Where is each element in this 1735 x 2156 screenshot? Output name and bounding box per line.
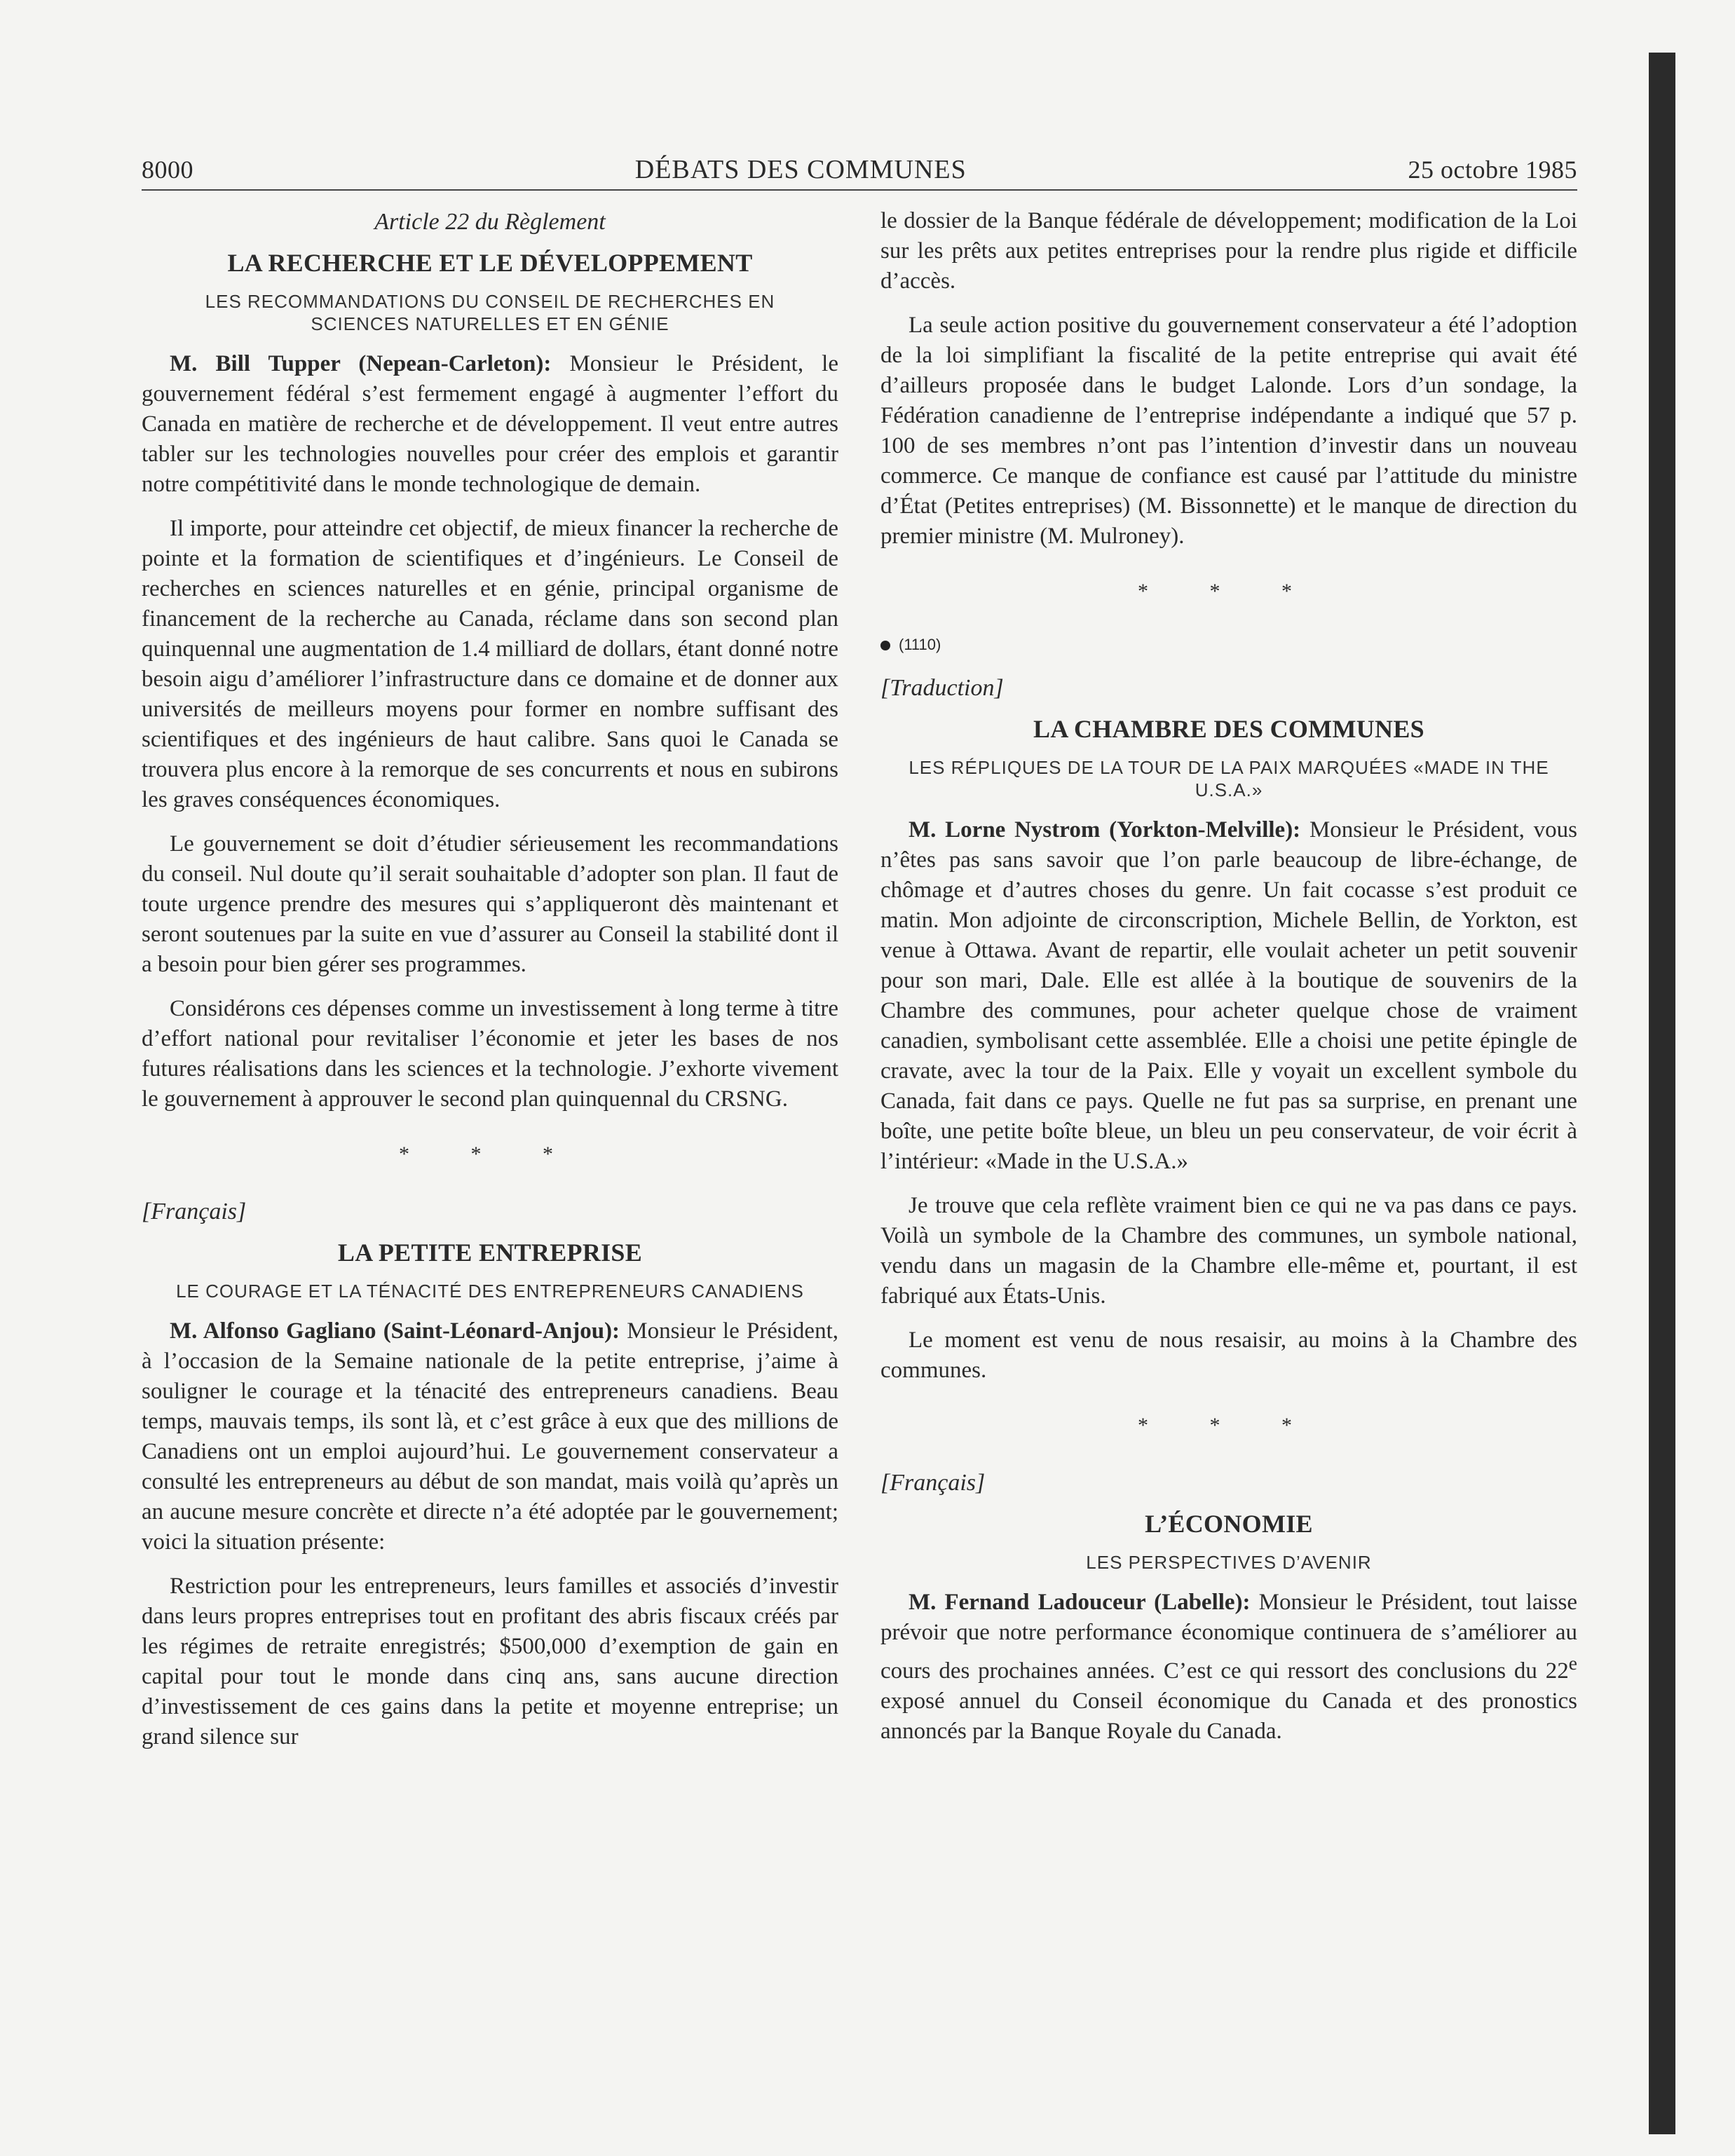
- scan-edge: [1649, 53, 1675, 2134]
- section-heading: LA CHAMBRE DES COMMUNES: [1033, 715, 1424, 743]
- paragraph: M. Alfonso Gagliano (Saint-Léonard-Anjou): Monsieur le Président, à l’occasion de la Semaine nationale de la petite entreprise, j’aime à souligner le courage et la ténacité des entrepreneurs canadiens. Beau temps, mauvais temps, ils sont là, et c’est grâce à eux que des millions de Canadiens ont un emploi aujourd’hui. Le gouvernement conservateur a consulté les entrepreneurs au début de son mandat, mais voilà qu’après un an aucune mesure concrète et directe n’a été adoptée par le gouvernement; voici la situation présente:: [142, 1318, 838, 1555]
- language-tag: [Français]: [880, 1470, 986, 1496]
- page-header: [142, 154, 1577, 191]
- paragraph: Il importe, pour atteindre cet objectif, de mieux financer la recherche de pointe et la formation de scientifiques et d’ingénieurs. Le Conseil de recherches en sciences naturelles et en génie, principal organisme de financement de la recherche au Canada, réclame dans son second plan quinquennal une augmentation de 1.4 milliard de dollars, étant donné notre besoin aigu d’améliorer l’infrastructure dans ce domaine et de donner aux universités de meilleurs moyens pour former en nombre suffisant des scientifiques et des ingénieurs de haut calibre. Sans quoi le Canada se trouvera plus encore à la remorque de ses concurrents et nous en subirons les graves conséquences économiques.: [142, 516, 838, 812]
- time-stamp: (1110): [880, 636, 1577, 654]
- section-heading: LA PETITE ENTREPRISE: [337, 1239, 643, 1267]
- speaker-name: M. Bill Tupper (Nepean-Carleton):: [170, 351, 552, 376]
- right-column: [880, 206, 1577, 1766]
- paragraph: Restriction pour les entrepreneurs, leurs familles et associés d’investir dans leurs propres entreprises tout en profitant des abris fiscaux créés par les régimes de retraite enregistrés; $500,000 d’exemption de gain en capital pour tout le monde dans cinq ans, sans aucune direction d’investissement de ces gains dans la petite et moyenne entreprise; un grand silence sur: [142, 1574, 838, 1749]
- document-page: [142, 154, 1577, 1766]
- section-heading: L’ÉCONOMIE: [1145, 1510, 1313, 1538]
- paragraph: La seule action positive du gouvernement conservateur a été l’adoption de la loi simplifiant la fiscalité de la petite entreprise qui avait été d’ailleurs proposée dans le budget Lalonde. Lors d’un sondage, la Fédération canadienne de l’entreprise indépendante a indiqué que 57 p. 100 de ses membres n’ont pas l’intention d’investir dans un nouveau commerce. Ce manque de confiance est causé par l’attitude du ministre d’État (Petites entreprises) (M. Bissonnette) et le manque de direction du premier ministre (M. Mulroney).: [880, 313, 1577, 549]
- paragraph: Considérons ces dépenses comme un investissement à long terme à titre d’effort national pour revitaliser l’économie et jeter les bases de nos futures réalisations dans les sciences et la technologie. J’exhorte vivement le gouvernement à approuver le second plan quinquennal du CRSNG.: [142, 996, 838, 1112]
- section-subheading: LES PERSPECTIVES D’AVENIR: [1086, 1552, 1372, 1573]
- section-subheading: LES RÉPLIQUES DE LA TOUR DE LA PAIX MARQUÉES «MADE IN THE U.S.A.»: [909, 757, 1549, 800]
- section-subheading: LES RECOMMANDATIONS DU CONSEIL DE RECHERCHES EN SCIENCES NATURELLES ET EN GÉNIE: [205, 291, 775, 334]
- left-column: [142, 206, 838, 1766]
- language-tag: [Traduction]: [880, 675, 1004, 701]
- section-heading: LA RECHERCHE ET LE DÉVELOPPEMENT: [227, 249, 753, 277]
- section-separator: * * *: [1138, 1414, 1320, 1437]
- publication-title: DÉBATS DES COMMUNES: [634, 155, 967, 184]
- paragraph: Le gouvernement se doit d’étudier sérieusement les recommandations du conseil. Nul doute qu’il serait souhaitable d’adopter son plan. Il faut de toute urgence prendre des mesures qui s’appliqueront dès maintenant et seront soutenues par la suite en vue d’assurer au Conseil la stabilité dont il a besoin pour bien gérer ses programmes.: [142, 831, 838, 977]
- section-subheading: LE COURAGE ET LA TÉNACITÉ DES ENTREPRENEURS CANADIENS: [176, 1281, 804, 1302]
- page-number: 8000: [142, 156, 193, 184]
- speaker-name: M. Fernand Ladouceur (Labelle):: [909, 1590, 1251, 1615]
- paragraph: le dossier de la Banque fédérale de développement; modification de la Loi sur les prêts aux petites entreprises pour la rendre plus rigide et difficile d’accès.: [880, 208, 1577, 294]
- language-tag: [Français]: [142, 1199, 247, 1224]
- speaker-name: M. Alfonso Gagliano (Saint-Léonard-Anjou):: [170, 1318, 620, 1344]
- page-date: 25 octobre 1985: [1408, 156, 1577, 184]
- paragraph: Je trouve que cela reflète vraiment bien ce qui ne va pas dans ce pays. Voilà un symbole de la Chambre des communes, un symbole national, vendu dans un magasin de la Chambre elle-même et, pourtant, il est fabriqué aux États-Unis.: [880, 1193, 1577, 1309]
- paragraph: M. Fernand Ladouceur (Labelle): Monsieur le Président, tout laisse prévoir que notre performance économique continuera de s’améliorer au cours des prochaines années. C’est ce qui ressort des conclusions du 22e exposé annuel du Conseil économique du Canada et des pronostics annoncés par la Banque Royale du Canada.: [880, 1590, 1577, 1744]
- bullet-icon: [880, 641, 890, 650]
- section-separator: * * *: [1138, 580, 1320, 603]
- speaker-name: M. Lorne Nystrom (Yorkton-Melville):: [909, 817, 1301, 842]
- paragraph: M. Lorne Nystrom (Yorkton-Melville): Monsieur le Président, vous n’êtes pas sans savoir que l’on parle beaucoup de libre-échange, de chômage et d’autres choses du genre. Un fait cocasse s’est produit ce matin. Mon adjointe de circonscription, Michele Bellin, de Yorkton, est venue à Ottawa. Avant de repartir, elle voulait acheter un petit souvenir pour son mari, Dale. Elle est allée à la boutique de souvenirs de la Chambre des communes, pour acheter quelque chose de vraiment canadien, symbolisant cette assemblée. Elle a choisi une petite épingle de cravate, avec la tour de la Paix. Elle y voyait un excellent symbole du Canada, fait dans ce pays. Quelle ne fut pas sa surprise, en prenant une boîte, une petite boîte bleue, un bleu un peu conservateur, de voir écrit à l’intérieur: «Made in the U.S.A.»: [880, 817, 1577, 1174]
- article-label: Article 22 du Règlement: [374, 209, 606, 235]
- paragraph: Le moment est venu de nous resaisir, au moins à la Chambre des communes.: [880, 1328, 1577, 1383]
- section-separator: * * *: [399, 1142, 581, 1166]
- paragraph: M. Bill Tupper (Nepean-Carleton): Monsieur le Président, le gouvernement fédéral s’est fermement engagé à augmenter l’effort du Canada en matière de recherche et de développement. Il veut entre autres tabler sur les technologies nouvelles pour créer des emplois et garantir notre compétitivité dans le monde technologique de demain.: [142, 351, 839, 497]
